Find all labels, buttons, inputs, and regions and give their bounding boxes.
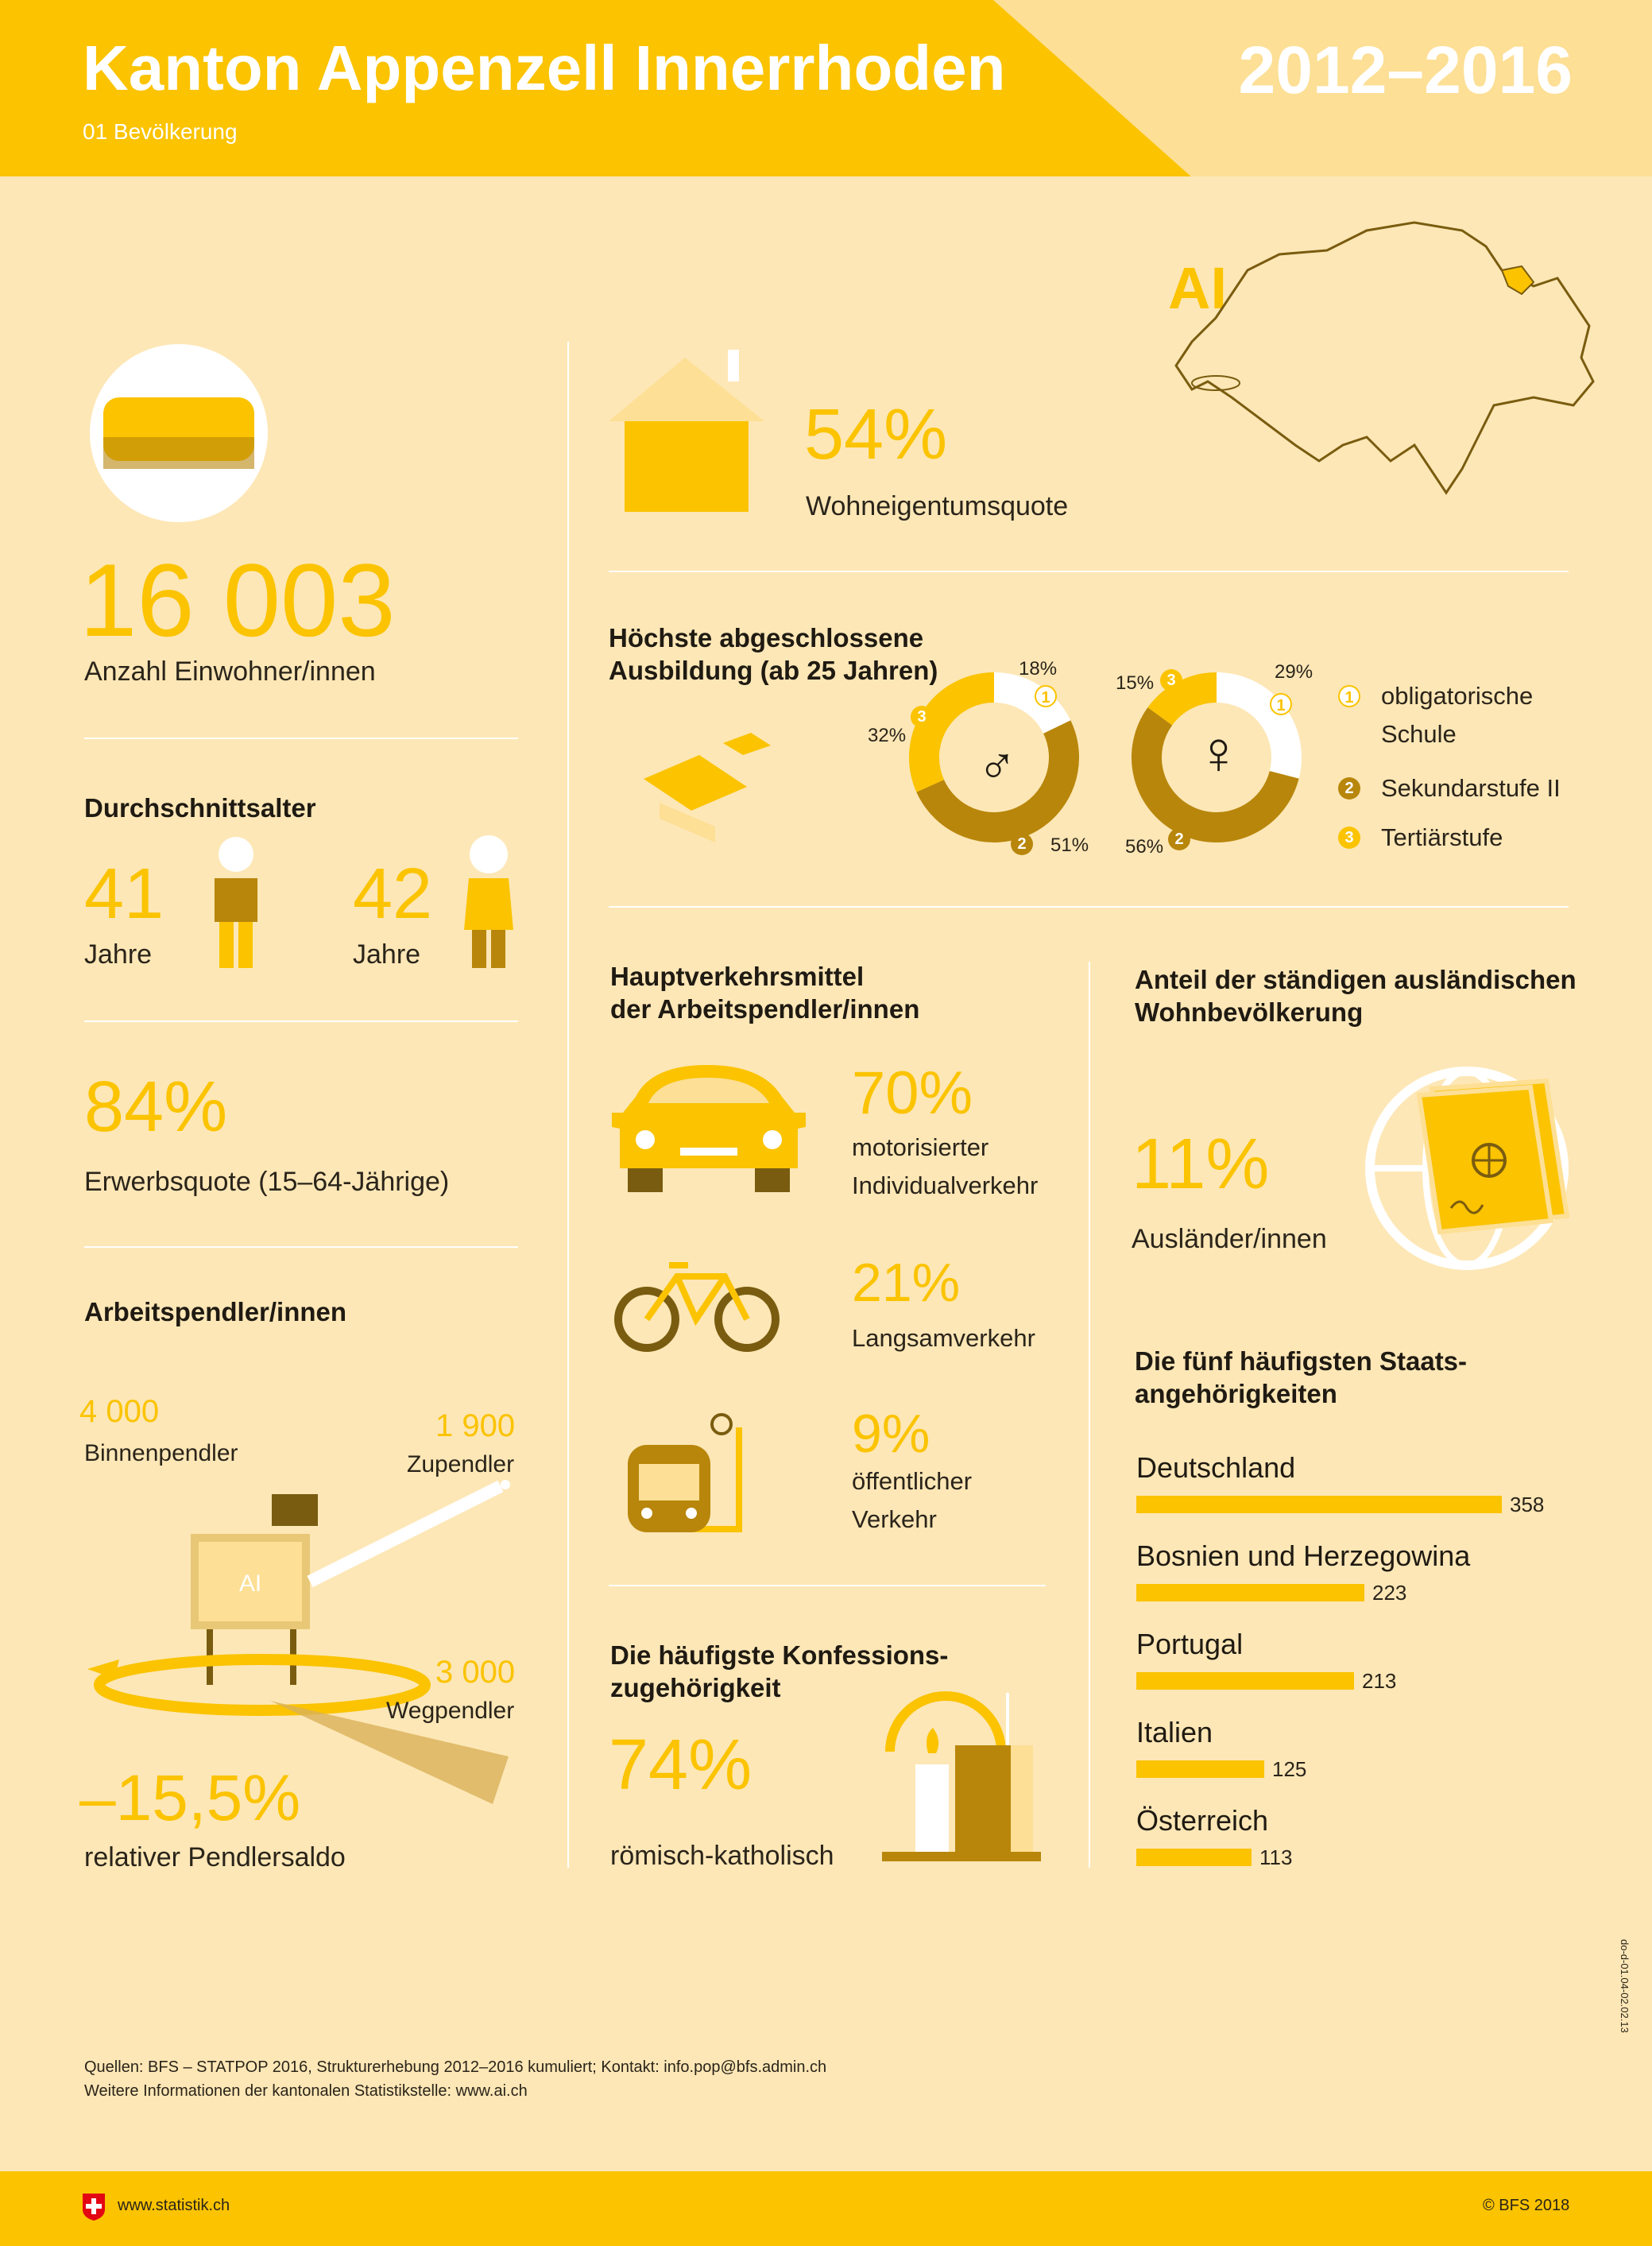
religion-heading-line1: Die häufigste Konfessions- — [610, 1640, 949, 1670]
female-tertiary-marker: 3 — [1160, 669, 1182, 691]
public-label-line1: öffentlicher — [852, 1467, 973, 1495]
religion-heading-line2: zugehörigkeit — [610, 1673, 781, 1703]
bike-label: Langsamverkehr — [852, 1324, 1035, 1352]
bar-label: Österreich — [1136, 1804, 1269, 1837]
divider — [609, 906, 1569, 908]
woman-icon — [461, 835, 516, 970]
nationalities-heading — [1135, 1345, 1467, 1411]
column-divider — [567, 342, 569, 1868]
in-commuters-value: 1 900 — [435, 1408, 516, 1443]
car-value: 70% — [852, 1059, 973, 1127]
education-heading — [609, 622, 938, 687]
foreign-heading — [1135, 963, 1577, 1029]
women-age-label: Jahre — [353, 939, 421, 970]
transport-heading-line1: Hauptverkehrsmittel — [610, 962, 865, 991]
female-symbol-icon: ♀ — [1196, 719, 1241, 787]
candle-book-icon — [866, 1685, 1049, 1868]
legend-compulsory — [1381, 677, 1533, 753]
commuters-heading: Arbeitspendler/innen — [84, 1297, 347, 1326]
commuter-saldo-value: –15,5% — [79, 1762, 301, 1834]
legend-marker-secondary: 2 — [1338, 777, 1360, 800]
man-icon — [208, 835, 264, 970]
crowd-icon — [87, 342, 270, 525]
bicycle-icon — [613, 1256, 780, 1359]
bar-label: Portugal — [1136, 1628, 1244, 1660]
out-commuters-label: Wegpendler — [386, 1698, 515, 1724]
women-age-value: 42 — [353, 854, 433, 934]
religion-value: 74% — [609, 1725, 752, 1805]
male-compulsory-marker: 1 — [1035, 685, 1057, 707]
bar-value: 223 — [1372, 1581, 1407, 1605]
year-range: 2012–2016 — [1238, 33, 1573, 107]
public-value: 9% — [852, 1404, 930, 1464]
car-label-line2: Individualverkehr — [852, 1171, 1039, 1200]
male-secondary-marker: 2 — [1011, 833, 1033, 855]
bar — [1136, 1496, 1502, 1513]
transport-heading-line2: der Arbeitspendler/innen — [610, 994, 920, 1024]
female-compulsory-pct: 29% — [1275, 661, 1313, 683]
inner-commuters-value: 4 000 — [79, 1394, 160, 1429]
religion-label: römisch-katholisch — [610, 1841, 834, 1871]
website-link[interactable]: www.statistik.ch — [118, 2197, 230, 2214]
legend-compulsory-line1: obligatorische — [1381, 682, 1534, 710]
employment-label: Erwerbsquote (15–64-Jährige) — [84, 1167, 450, 1197]
population-value: 16 003 — [79, 542, 396, 658]
female-compulsory-marker: 1 — [1270, 693, 1292, 715]
divider — [609, 571, 1569, 572]
foreign-value: 11% — [1132, 1125, 1270, 1204]
car-label — [852, 1129, 1038, 1205]
bar-value: 113 — [1259, 1845, 1293, 1869]
bar — [1136, 1760, 1264, 1778]
male-secondary-pct: 51% — [1050, 835, 1089, 856]
map-label: AI — [1168, 255, 1227, 321]
legend-marker-compulsory: 1 — [1338, 685, 1360, 707]
housing-value: 54% — [804, 395, 948, 474]
female-tertiary-pct: 15% — [1116, 672, 1155, 694]
bar-label: Italien — [1136, 1716, 1213, 1748]
graduation-cap-icon — [636, 723, 795, 842]
bar-label: Bosnien und Herzegowina — [1136, 1539, 1471, 1572]
bar — [1136, 1672, 1354, 1690]
avg-age-heading: Durchschnittsalter — [84, 793, 316, 823]
bar-value: 213 — [1362, 1669, 1397, 1693]
female-tertiary-segment — [1160, 687, 1217, 716]
public-label — [852, 1462, 972, 1539]
nationalities-heading-line1: Die fünf häufigsten Staats- — [1135, 1346, 1468, 1376]
bar-value: 125 — [1272, 1757, 1307, 1781]
car-icon — [604, 1057, 814, 1200]
nationalities-heading-line2: angehörigkeiten — [1135, 1379, 1337, 1409]
men-age-value: 41 — [84, 854, 164, 934]
education-heading-line2: Ausbildung (ab 25 Jahren) — [609, 656, 938, 686]
male-tertiary-marker: 3 — [911, 706, 933, 728]
commuter-saldo-label: relativer Pendlersaldo — [84, 1842, 346, 1872]
bike-value: 21% — [852, 1253, 961, 1313]
car-label-line1: motorisierter — [852, 1133, 989, 1161]
page-title: Kanton Appenzell Innerrhoden — [83, 33, 1006, 103]
globe-passport-icon — [1364, 1057, 1578, 1272]
divider — [84, 1246, 518, 1248]
housing-label: Wohneigentumsquote — [806, 491, 1069, 521]
inner-commuters-label: Binnenpendler — [84, 1440, 238, 1466]
column-divider-right — [1089, 962, 1090, 1868]
footer-bar — [0, 2171, 1652, 2246]
copyright: © BFS 2018 — [1483, 2197, 1570, 2214]
female-secondary-pct: 56% — [1125, 836, 1164, 858]
bar — [1136, 1584, 1364, 1601]
train-icon — [621, 1408, 756, 1543]
legend-compulsory-line2: Schule — [1381, 720, 1457, 749]
swiss-shield-icon — [83, 2194, 105, 2221]
legend-secondary: Sekundarstufe II — [1381, 774, 1561, 802]
foreign-heading-line2: Wohnbevölkerung — [1135, 997, 1364, 1028]
legend-tertiary: Tertiärstufe — [1381, 823, 1503, 851]
foreign-heading-line1: Anteil der ständigen ausländischen — [1135, 965, 1577, 994]
divider — [84, 738, 518, 739]
legend-marker-tertiary: 3 — [1338, 827, 1360, 849]
source-line-2: Weitere Informationen der kantonalen Statistikstelle: www.ai.ch — [84, 2082, 528, 2100]
male-tertiary-pct: 32% — [868, 725, 907, 746]
document-code: do-d-01.04-02.02.13 — [1619, 1939, 1631, 2033]
male-compulsory-pct: 18% — [1019, 658, 1058, 680]
male-symbol-icon: ♂ — [977, 736, 1017, 795]
education-heading-line1: Höchste abgeschlossene — [609, 623, 924, 653]
female-secondary-marker: 2 — [1168, 828, 1190, 850]
transport-heading — [610, 960, 919, 1026]
bar — [1136, 1849, 1252, 1866]
foreign-label: Ausländer/innen — [1132, 1224, 1327, 1254]
men-age-label: Jahre — [84, 939, 153, 970]
out-commuters-value: 3 000 — [435, 1655, 516, 1690]
public-label-line2: Verkehr — [852, 1505, 937, 1534]
page-subtitle: 01 Bevölkerung — [83, 119, 238, 144]
switzerland-map-icon — [1160, 207, 1605, 509]
sign-label: AI — [238, 1570, 262, 1597]
employment-value: 84% — [84, 1067, 228, 1147]
house-icon — [609, 342, 768, 517]
bar-label: Deutschland — [1136, 1451, 1296, 1484]
divider — [84, 1020, 518, 1022]
source-line-1: Quellen: BFS – STATPOP 2016, Strukturerhebung 2012–2016 kumuliert; Kontakt: info.pop@bfs.admin.ch — [84, 2058, 827, 2076]
divider — [609, 1585, 1046, 1586]
population-label: Anzahl Einwohner/innen — [84, 656, 376, 687]
in-commuters-label: Zupendler — [407, 1451, 515, 1477]
bar-value: 358 — [1510, 1493, 1545, 1516]
